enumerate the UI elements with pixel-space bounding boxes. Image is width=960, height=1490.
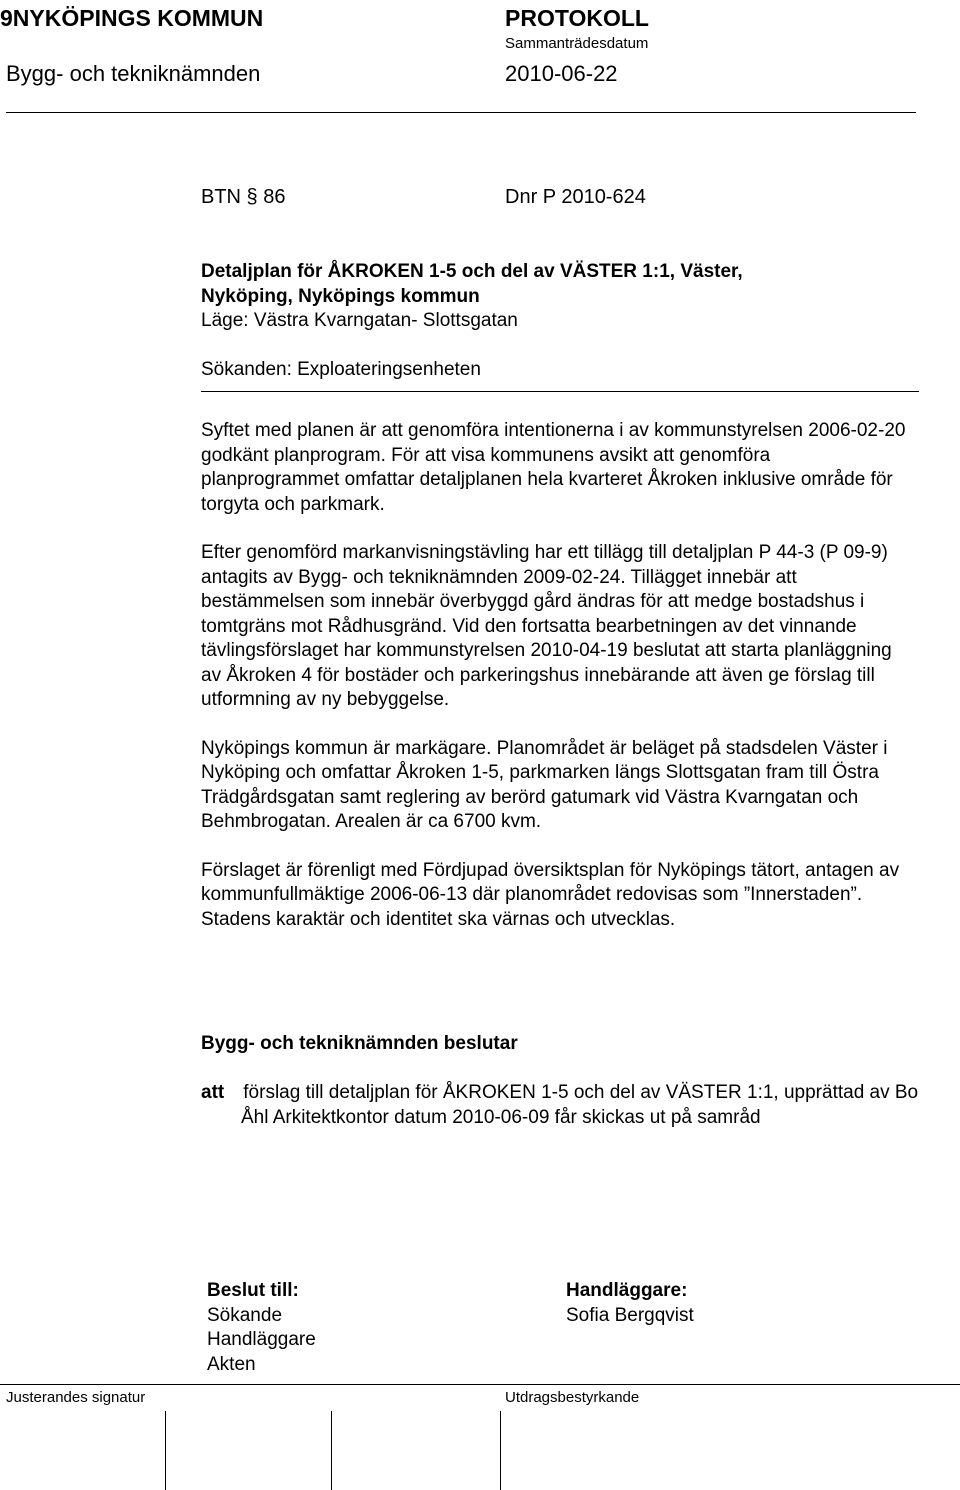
meeting-date: 2010-06-22 (505, 61, 618, 86)
paragraph-plan-consistency: Förslaget är förenligt med Fördjupad översiktsplan för Nyköpings tätort, antagen av kommunfullmäktige 2006-06-13 där planområdet redovisas som ”Innerstaden”. Stadens karaktär och identitet ska värnas och utvecklas. (201, 859, 900, 930)
organization-name: 9NYKÖPINGS KOMMUN (0, 5, 264, 31)
header-divider (6, 112, 916, 113)
document-type: PROTOKOLL (505, 5, 649, 31)
applicant-line: Sökanden: Exploateringsenheten (201, 358, 481, 380)
paragraph-purpose: Syftet med planen är att genomföra intentionerna i av kommunstyrelsen 2006-02-20 godkänt planprogram. För att visa kommunens avsikt att genomföra planprogrammet omfattar detaljplanen hela kvarteret Åkroken inklusive område för torgyta och parkmark. (201, 420, 906, 515)
distribution-label: Beslut till: (207, 1280, 299, 1301)
footer-divider (0, 1384, 960, 1385)
title-block (201, 260, 921, 382)
signature-field-divider (165, 1411, 166, 1490)
officer-label: Handläggare: (566, 1280, 688, 1301)
decision-att: att (201, 1082, 225, 1103)
location-line: Läge: Västra Kvarngatan- Slottsgatan (201, 310, 518, 331)
certification-label: Utdragsbestyrkande (505, 1389, 640, 1406)
distribution-block (207, 1279, 316, 1377)
signature-field-divider (331, 1411, 332, 1490)
decision-heading: Bygg- och tekniknämnden beslutar (201, 1033, 518, 1054)
case-paragraph-number: BTN § 86 (201, 186, 286, 208)
officer-name: Sofia Bergqvist (566, 1304, 694, 1326)
case-diary-number: Dnr P 2010-624 (505, 186, 646, 208)
signature-field-divider (500, 1411, 501, 1490)
signature-label: Justerandes signatur (6, 1389, 146, 1406)
paragraph-land-ownership: Nyköpings kommun är markägare. Planområdet är beläget på stadsdelen Väster i Nyköping och omfattar Åkroken 1-5, parkmarken längs Slottsgatan fram till Östra Trädgårdsgatan samt reglering av berörd gatumark vid Västra Kvarngatan och Behmbrogatan. Arealen är ca 6700 kvm. (201, 737, 888, 832)
board-name: Bygg- och tekniknämnden (6, 61, 261, 86)
body-text (201, 419, 907, 932)
title-line-2: Nyköping, Nyköpings kommun (201, 285, 480, 307)
title-line-1: Detaljplan för ÅKROKEN 1-5 och del av VÄSTER 1:1, Väster, (201, 261, 743, 282)
distribution-item: Handläggare (207, 1329, 316, 1350)
decision-block (201, 1081, 921, 1130)
decision-text-content: förslag till detaljplan för ÅKROKEN 1-5 och del av VÄSTER 1:1, upprättad av Bo Åhl Arkitektkontor datum 2010-06-09 får skickas ut på samråd (241, 1082, 919, 1128)
decision-text (201, 1081, 921, 1130)
paragraph-competition: Efter genomförd markanvisningstävling har ett tillägg till detaljplan P 44-3 (P 09-9) antagits av Bygg- och tekniknämnden 2009-02-24. Tillägget innebär att bestämmelsen som innebär överbyggd gård ändras för att medge bostadshus i tomtgräns mot Rådhusgränd. Vid den fortsatta bearbetningen av det vinnande tävlingsförslaget har kommunstyrelsen 2010-04-19 beslutat att starta planläggning av Åkroken 4 för bostäder och parkeringshus innebärande att även ge förslag till utformning av ny bebyggelse. (201, 542, 892, 710)
distribution-item: Sökande (207, 1304, 283, 1326)
distribution-item: Akten (207, 1353, 256, 1375)
date-label: Sammanträdesdatum (505, 35, 649, 52)
officer-block (566, 1279, 694, 1328)
applicant-divider (201, 391, 919, 392)
